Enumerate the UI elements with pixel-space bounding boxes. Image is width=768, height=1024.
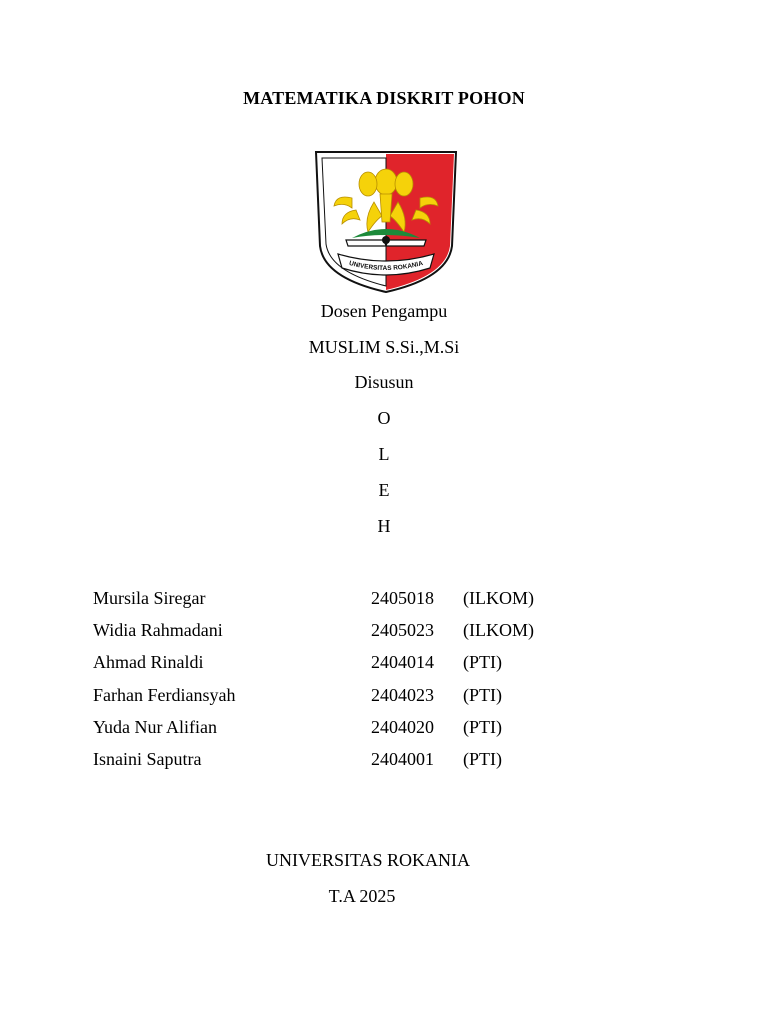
member-prodi: (ILKOM) (463, 588, 534, 608)
member-name: Widia Rahmadani (93, 620, 223, 641)
academic-year: T.A 2025 (328, 886, 396, 906)
member-row (93, 684, 653, 716)
member-nim: 2405018 (371, 588, 434, 608)
by-letter-o: O (377, 408, 391, 428)
by-letter-l: L (378, 444, 390, 464)
member-nim: 2404014 (371, 652, 434, 673)
member-nim: 2404001 (371, 748, 434, 769)
member-row (93, 619, 653, 651)
member-row (93, 587, 653, 619)
member-name: Isnaini Saputra (93, 748, 202, 769)
member-prodi: (PTI) (463, 716, 502, 737)
by-letter-e: E (378, 480, 390, 500)
member-list (93, 587, 653, 780)
member-row (93, 651, 653, 683)
member-prodi: (PTI) (463, 652, 502, 673)
member-name: Yuda Nur Alifian (93, 716, 217, 737)
university-logo (312, 150, 460, 294)
lecturer-label: Dosen Pengampu (320, 301, 448, 321)
member-prodi: (PTI) (463, 748, 502, 769)
by-letter-h: H (377, 516, 391, 536)
member-row (93, 748, 653, 780)
member-prodi: (PTI) (463, 684, 502, 705)
member-name: Farhan Ferdiansyah (93, 684, 236, 705)
member-name: Mursila Siregar (93, 588, 206, 608)
member-nim: 2404023 (371, 684, 434, 705)
member-nim: 2405023 (371, 620, 434, 641)
member-nim: 2404020 (371, 716, 434, 737)
logo-text: UNIVERSITAS ROKANIA (348, 259, 424, 273)
compiled-label: Disusun (354, 372, 414, 392)
document-title: MATEMATIKA DISKRIT POHON (243, 88, 525, 108)
university-name: UNIVERSITAS ROKANIA (265, 850, 471, 870)
member-row (93, 716, 653, 748)
lecturer-name: MUSLIM S.Si.,M.Si (308, 337, 460, 357)
member-name: Ahmad Rinaldi (93, 652, 204, 673)
member-prodi: (ILKOM) (463, 620, 534, 641)
